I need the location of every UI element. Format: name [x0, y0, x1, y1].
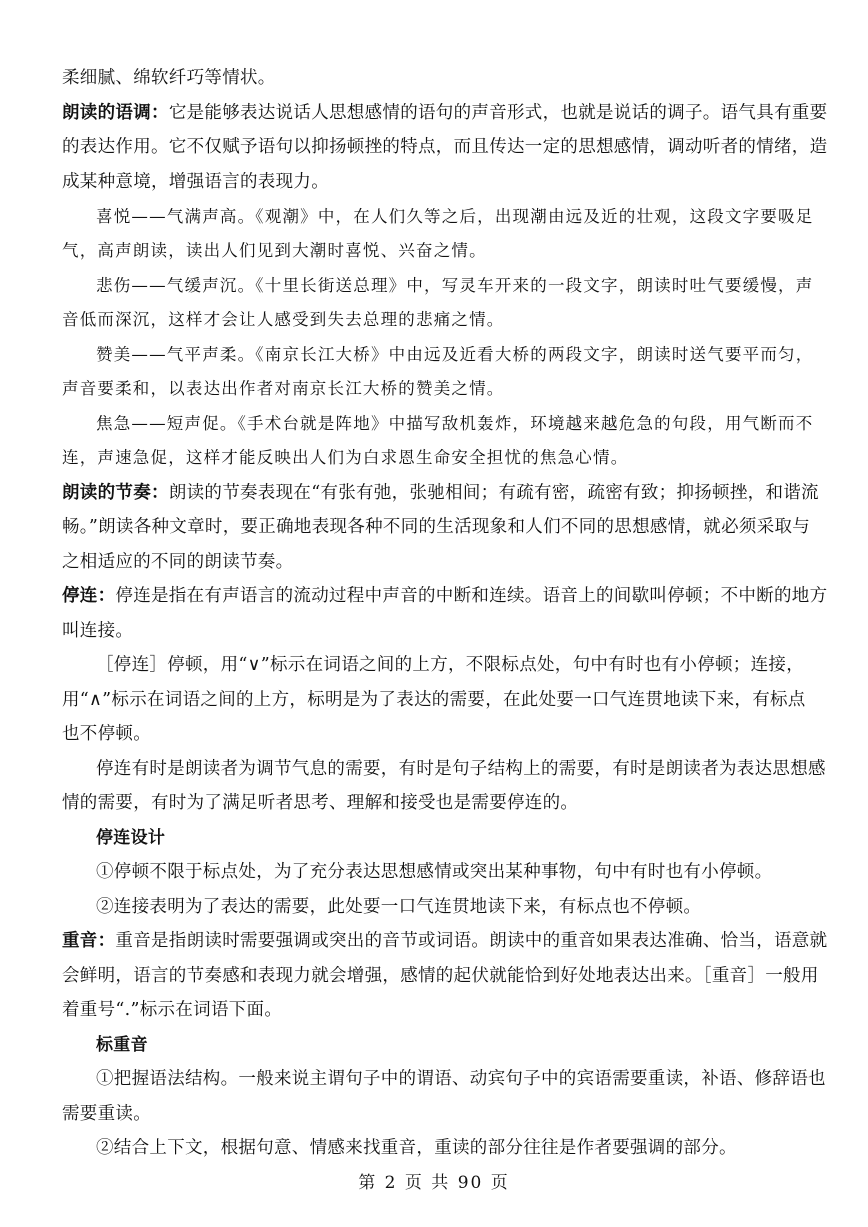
subheading-pause-design: 停连设计 [96, 828, 166, 848]
text-line: 会鲜明，语言的节奏感和表现力就会增强，感情的起伏就能恰到好处地表达出来。［重音］一般用 [62, 966, 819, 986]
text-line: 叫连接。 [62, 621, 134, 641]
text-line: 情的需要，有时为了满足听者思考、理解和接受也是需要停连的。 [62, 793, 579, 813]
text-line: 停连有时是朗读者为调节气息的需要，有时是句子结构上的需要，有时是朗读者为表达思想感 [96, 759, 826, 779]
page-footer: 第 2 页 共 90 页 [358, 1173, 510, 1193]
term-rhythm: 朗读的节奏： [62, 483, 169, 503]
list-item: ①把握语法结构。一般来说主谓句子中的谓语、动宾句子中的宾语需要重读，补语、修辞语也 [96, 1069, 826, 1089]
text-line: 的表达作用。它不仅赋予语句以抑扬顿挫的特点，而且传达一定的思想感情，调动听者的情绪，造 [62, 137, 828, 157]
text-line: 柔细腻、绵软纤巧等情状。 [62, 68, 276, 88]
text-line: 用“∧”标示在词语之间的上方，标明是为了表达的需要，在此处要一口气连贯地读下来，有标点 [62, 690, 806, 710]
text-line: 也不停顿。 [62, 724, 151, 744]
text-line: 需要重读。 [62, 1104, 151, 1124]
text-line: 停连是指在有声语言的流动过程中声音的中断和连续。语音上的间歇叫停顿；不中断的地方 [115, 586, 828, 606]
term-tone: 朗读的语调： [62, 103, 169, 123]
text-line: 喜悦——气满声高。《观潮》中，在人们久等之后，出现潮由远及近的壮观，这段文字要吸足 [96, 207, 814, 226]
paragraph-stress [62, 924, 828, 958]
text-line: 之相适应的不同的朗读节奏。 [62, 552, 294, 572]
text-line: 声音要柔和，以表达出作者对南京长江大桥的赞美之情。 [62, 379, 505, 398]
text-line: 音低而深沉，这样才会让人感受到失去总理的悲痛之情。 [62, 310, 505, 329]
paragraph-tone [62, 96, 828, 130]
subheading-stress-mark: 标重音 [96, 1035, 148, 1055]
text-line: 朗读的节奏表现在“有张有弛，张驰相间；有疏有密，疏密有致；抑扬顿挫，和谐流 [168, 483, 819, 503]
list-item: ②结合上下文，根据句意、情感来找重音，重读的部分往往是作者要强调的部分。 [96, 1138, 737, 1158]
paragraph-pause [62, 579, 828, 613]
term-pause: 停连： [62, 586, 116, 606]
text-line: ［停连］停顿，用“∨”标示在词语之间的上方，不限标点处，句中有时也有小停顿；连接， [96, 655, 804, 675]
text-line: 气，高声朗读，读出人们见到大潮时喜悦、兴奋之情。 [62, 241, 487, 260]
paragraph-rhythm [62, 476, 819, 510]
list-item: ①停顿不限于标点处，为了充分表达思想感情或突出某种事物，句中有时也有小停顿。 [96, 862, 773, 882]
term-stress: 重音： [62, 931, 116, 951]
text-line: 它是能够表达说话人思想感情的语句的声音形式，也就是说话的调子。语气具有重要 [168, 103, 828, 123]
text-line: 成某种意境，增强语言的表现力。 [62, 172, 329, 192]
text-line: 畅。”朗读各种文章时，要正确地表现各种不同的生活现象和人们不同的思想感情，就必须采取与 [62, 517, 811, 537]
text-line: 重音是指朗读时需要强调或突出的音节或词语。朗读中的重音如果表达准确、恰当，语意就 [115, 931, 828, 951]
text-line: 连，声速急促，这样才能反映出人们为白求恩生命安全担忧的焦急心情。 [62, 448, 629, 467]
text-line: 悲伤——气缓声沉。《十里长街送总理》中，写灵车开来的一段文字，朗读时吐气要缓慢，声 [96, 276, 814, 295]
list-item: ②连接表明为了表达的需要，此处要一口气连贯地读下来，有标点也不停顿。 [96, 897, 702, 917]
text-line: 焦急——短声促。《手术台就是阵地》中描写敌机轰炸，环境越来越危急的句段，用气断而不 [96, 414, 814, 433]
text-line: 赞美——气平声柔。《南京长江大桥》中由远及近看大桥的两段文字，朗读时送气要平而匀， [96, 345, 814, 364]
text-line: 着重号“.”标示在词语下面。 [62, 1000, 283, 1020]
